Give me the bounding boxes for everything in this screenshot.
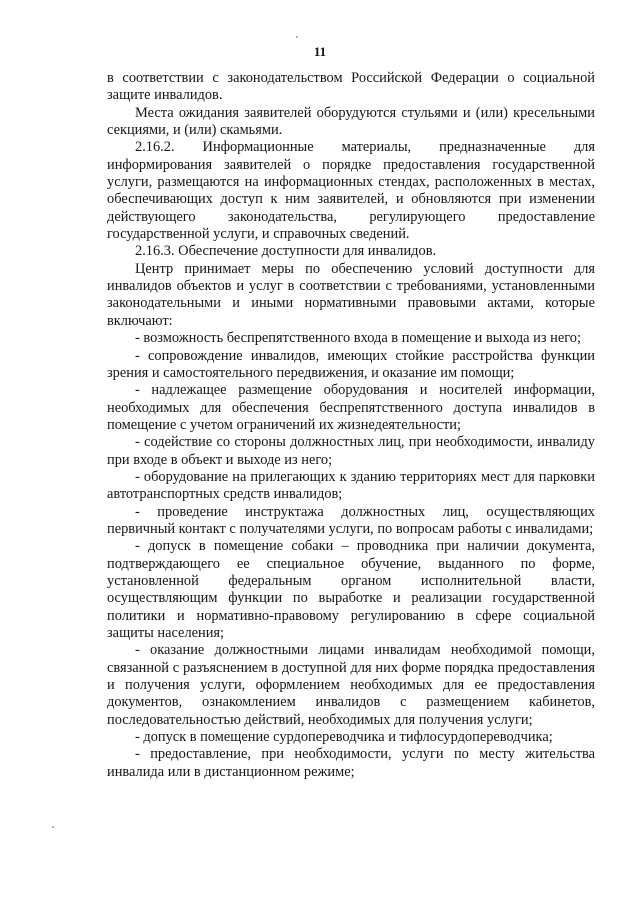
list-item-remote-service: - предоставление, при необходимости, услуги по месту жительства инвалида или в дистанционном режиме; (107, 746, 595, 780)
list-item-sign-interpreter: - допуск в помещение сурдопереводчика и тифлосурдопереводчика; (135, 729, 553, 746)
page-number: 11 (313, 44, 327, 59)
list-item-official-assistance: - содействие со стороны должностных лиц, при необходимости, инвалиду при входе в объект и выходе из него; (107, 434, 595, 468)
list-item-help-explanation: - оказание должностными лицами инвалидам необходимой помощи, связанной с разъяснением в доступной для них форме порядка предоставления и получения услуги, оформлением необходимых для ее предоставления документов, ознакомлением инвалидов с размещением кабинетов, последовательностью действий, необходимых для получения услуги; (107, 642, 595, 728)
list-item-staff-briefing: - проведение инструктажа должностных лиц, осуществляющих первичный контакт с получателями услуги, по вопросам работы с инвалидами; (107, 503, 595, 537)
list-item-equipment-placement: - надлежащее размещение оборудования и носителей информации, необходимых для обеспечения беспрепятственного доступа инвалидов в помещение с учетом ограничений их жизнедеятельности; (107, 382, 595, 433)
paragraph-continuation: в соответствии с законодательством Российской Федерации о социальной защите инвалидов. (107, 70, 595, 104)
paragraph-2-16-3-heading: 2.16.3. Обеспечение доступности для инвалидов. (135, 243, 437, 260)
list-item-parking: - оборудование на прилегающих к зданию территориях мест для парковки автотранспортных средств инвалидов; (107, 468, 595, 503)
document-body (107, 70, 595, 781)
paragraph-center-measures: Центр принимает меры по обеспечению условий доступности для инвалидов объектов и услуг в соответствии с требованиями, установленными законодательными и иными нормативными правовыми актами, которые включают: (107, 260, 595, 329)
scan-speck (52, 826, 54, 828)
paragraph-2-16-2: 2.16.2. Информационные материалы, предназначенные для информирования заявителей о порядке предоставления государственной услуги, размещаются на информационных стендах, расположенных в местах, обеспечивающих доступ к ним заявителей, и обновляются при изменении действующего законодательства, регулирующего предоставление государственной услуги, и справочных сведений. (107, 139, 595, 243)
list-item-entry-exit: - возможность беспрепятственного входа в помещение и выхода из него; (135, 330, 581, 347)
paragraph-waiting-areas: Места ожидания заявителей оборудуются стульями и (или) кресельными секциями, и (или) скамьями. (107, 104, 595, 139)
scan-speck (296, 36, 298, 38)
list-item-escort: - сопровождение инвалидов, имеющих стойкие расстройства функции зрения и самостоятельного передвижения, и оказание им помощи; (107, 347, 595, 381)
list-item-guide-dog: - допуск в помещение собаки – проводника при наличии документа, подтверждающего ее специальное обучение, выданного по форме, установленной федеральным органом исполнительной власти, осуществляющим функции по выработке и реализации государственной политики и нормативно-правовому регулированию в сфере социальной защиты населения; (107, 538, 595, 641)
